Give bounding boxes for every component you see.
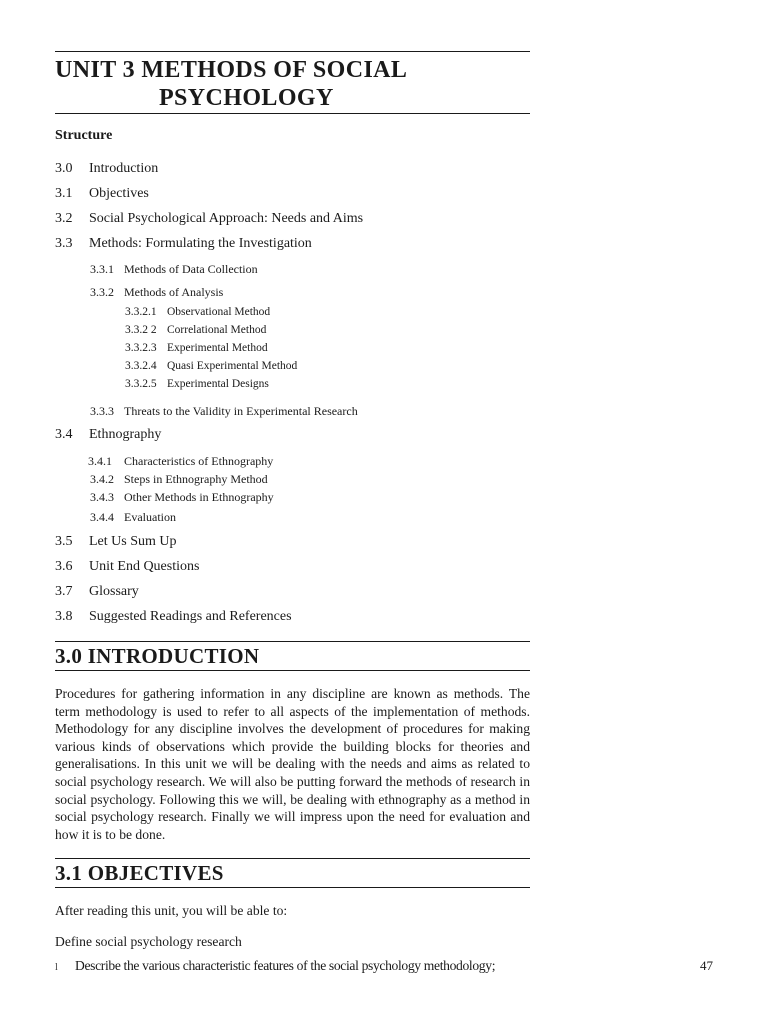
toc-item (88, 454, 273, 469)
toc-number: 3.3.2.1 (125, 306, 157, 318)
toc-item (125, 324, 266, 336)
objective-item: Define social psychology research (55, 934, 242, 949)
toc-item (125, 378, 269, 390)
toc-number: 3.5 (55, 534, 73, 549)
toc-number: 3.3.2.4 (125, 360, 157, 372)
toc-item (90, 262, 258, 277)
toc-item (55, 584, 139, 600)
introduction-heading: 3.0 INTRODUCTION (55, 644, 260, 668)
toc-number: 3.4.4 (90, 510, 114, 524)
toc-text: Suggested Readings and References (89, 609, 292, 624)
toc-number: 3.3.2.5 (125, 378, 157, 390)
introduction-top-rule (55, 641, 530, 642)
toc-item (125, 342, 268, 354)
toc-number: 3.3.2.3 (125, 342, 157, 354)
toc-number: 3.4.1 (88, 454, 112, 468)
objective-item-text: Describe the various characteristic features of the social psychology methodology; (75, 958, 496, 973)
toc-text: Methods: Formulating the Investigation (89, 236, 312, 251)
toc-text: Unit End Questions (89, 559, 200, 574)
toc-item (55, 236, 312, 252)
objectives-top-rule (55, 858, 530, 859)
toc-item (125, 306, 270, 318)
toc-item (55, 559, 199, 575)
toc-text: Evaluation (124, 510, 176, 524)
toc-number: 3.3.2 2 (125, 324, 157, 336)
toc-number: 3.3.3 (90, 404, 114, 418)
structure-label: Structure (55, 128, 113, 143)
toc-text: Characteristics of Ethnography (124, 454, 274, 468)
objectives-bottom-rule (55, 887, 530, 888)
toc-text: Methods of Analysis (124, 285, 224, 299)
toc-text: Other Methods in Ethnography (124, 490, 274, 504)
toc-number: 3.2 (55, 211, 73, 226)
toc-number: 3.4.3 (90, 490, 114, 504)
toc-item (90, 490, 274, 505)
title-bottom-rule (55, 113, 530, 114)
toc-text: Glossary (89, 584, 139, 599)
toc-text: Methods of Data Collection (124, 262, 258, 276)
toc-text: Experimental Method (167, 342, 268, 354)
toc-text: Let Us Sum Up (89, 534, 177, 549)
toc-text: Experimental Designs (167, 378, 269, 390)
toc-item (55, 427, 161, 443)
toc-text: Quasi Experimental Method (167, 360, 298, 372)
toc-text: Ethnography (89, 427, 162, 442)
objective-item (55, 958, 495, 974)
toc-item (55, 534, 177, 550)
unit-title (55, 56, 530, 112)
toc-item (90, 285, 223, 300)
toc-number: 3.0 (55, 161, 73, 176)
toc-text: Social Psychological Approach: Needs and Aims (89, 211, 364, 226)
toc-item (55, 609, 292, 625)
toc-number: 3.3.2 (90, 285, 114, 299)
toc-item (90, 510, 176, 525)
introduction-paragraph: Procedures for gathering information in any discipline are known as methods. The term methodology is used to refer to all aspects of the implementation of methods. Methodology for any discipline involves the development of procedures for making various kinds of observations which provide the building blocks for theories and generalisations. In this unit we will be dealing with the needs and aims as related to social psychology research. We will also be putting forward the methods of research in social psychology. Following this we will, be dealing with ethnography as a method in social psychology research. Finally we will impress upon the need for evaluation and how it is to be done. (55, 686, 530, 842)
unit-title-line2: PSYCHOLOGY (159, 85, 334, 111)
toc-number: 3.3 (55, 236, 73, 251)
page-number: 47 (700, 958, 713, 973)
toc-number: 3.4 (55, 427, 73, 442)
toc-text: Observational Method (167, 306, 271, 318)
toc-text: Introduction (89, 161, 159, 176)
objectives-lead: After reading this unit, you will be able to: (55, 903, 288, 918)
bullet-icon: l (55, 962, 58, 973)
toc-item (55, 186, 149, 202)
toc-item (90, 472, 268, 487)
top-rule (55, 51, 530, 52)
toc-number: 3.6 (55, 559, 73, 574)
toc-number: 3.1 (55, 186, 73, 201)
toc-number: 3.3.1 (90, 262, 114, 276)
toc-text: Steps in Ethnography Method (124, 472, 268, 486)
toc-item (55, 161, 158, 177)
toc-text: Threats to the Validity in Experimental Research (124, 404, 358, 418)
toc-number: 3.4.2 (90, 472, 114, 486)
toc-number: 3.7 (55, 584, 73, 599)
unit-title-line1: UNIT 3 METHODS OF SOCIAL (55, 57, 408, 83)
objectives-heading: 3.1 OBJECTIVES (55, 861, 224, 885)
introduction-bottom-rule (55, 670, 530, 671)
toc-number: 3.8 (55, 609, 73, 624)
toc-item (90, 404, 358, 419)
toc-text: Correlational Method (167, 324, 267, 336)
toc-item (125, 360, 297, 372)
toc-text: Objectives (89, 186, 149, 201)
toc-item (55, 211, 363, 227)
